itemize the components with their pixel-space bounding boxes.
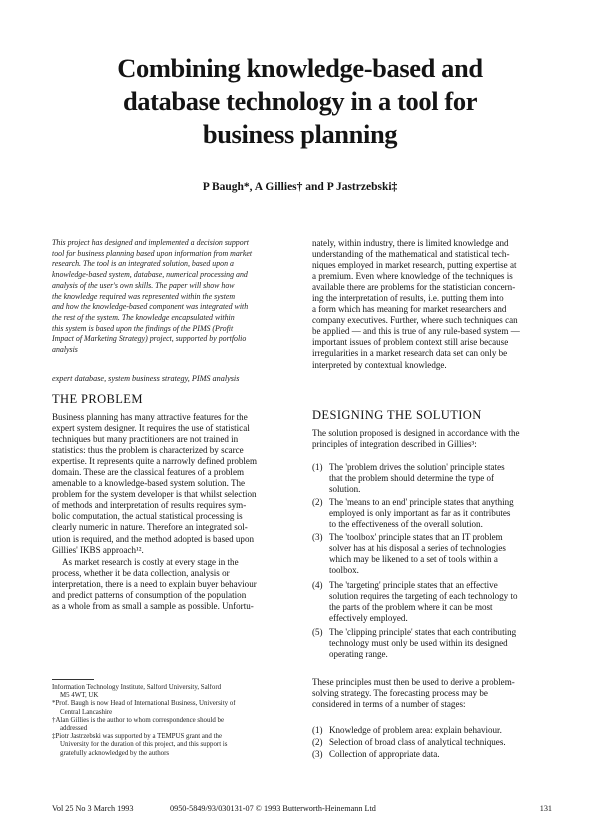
list-line: to the effectiveness of the overall solution. (329, 519, 483, 530)
principle-item-4 (312, 580, 552, 625)
body-line: Gillies' IKBS approach¹². (52, 544, 144, 555)
list-line: solution requires the targeting of each technology to (329, 591, 518, 602)
footnote-line: University for the duration of this project, and this support is (60, 741, 228, 749)
list-number: (3) (312, 749, 323, 759)
body-line: bolic computation, the actual statistical processing is (52, 511, 243, 522)
footnote-line: †Alan Gillies is the author to whom correspondence should be (52, 716, 225, 724)
journal-issue: Vol 25 No 3 March 1993 (52, 804, 134, 813)
problem-paragraph-2 (52, 557, 298, 612)
principle-item-3 (312, 532, 552, 577)
list-line: The 'targeting' principle states that an effective (329, 580, 498, 590)
section-heading-problem: THE PROBLEM (52, 392, 143, 406)
body-line: ing the interpretation of results, i.e. putting them into (312, 293, 504, 304)
body-line: expertise. It represents quite a narrowly defined problem (52, 456, 257, 467)
body-line: amenable to a knowledge-based system solution. The (52, 478, 246, 489)
principle-item-1 (312, 462, 552, 496)
continuation-paragraph (312, 238, 554, 371)
list-number: (1) (312, 725, 323, 735)
body-line: domain. These are the classical features of a problem (52, 467, 244, 478)
body-line: process, whether it be data collection, analysis or (52, 568, 230, 579)
footnote-line: M5 4WT, UK (60, 692, 99, 700)
abstract-line: research. The tool is an integrated solution, based upon a (52, 259, 234, 269)
body-line: techniques but many practitioners are not trained in (52, 434, 239, 445)
list-number: (2) (312, 497, 323, 507)
body-line: ution is required, and the method adopted is based upon (52, 533, 255, 544)
body-line: nately, within industry, there is limited knowledge and (312, 238, 509, 248)
footnote-line: Central Lancashire (60, 708, 113, 716)
footnote-line: Information Technology Institute, Salford University, Salford (52, 684, 222, 691)
title-line: Combining knowledge-based and (117, 53, 483, 83)
body-line: interpretation, there is a need to explain buyer behaviour (52, 579, 257, 590)
list-number: (4) (312, 580, 323, 590)
body-line: and predict patterns of consumption of the population (52, 590, 247, 601)
stage-item-1 (312, 725, 552, 737)
title-line: business planning (202, 119, 398, 149)
problem-paragraph-1 (52, 412, 298, 556)
section-heading-solution: DESIGNING THE SOLUTION (312, 408, 482, 422)
list-line: The 'toolbox' principle states that an IT problem (329, 532, 503, 542)
body-line: principles of integration described in Gillies³: (312, 439, 477, 450)
stage-item-2 (312, 737, 552, 749)
solution-intro (312, 428, 554, 450)
list-number: (1) (312, 462, 323, 472)
list-line: Selection of broad class of analytical techniques. (329, 737, 506, 747)
body-line: available there are problems for the statistician concern- (312, 282, 516, 293)
article-title (60, 52, 540, 151)
list-line: that the problem should determine the type of (329, 473, 495, 484)
abstract (52, 238, 296, 356)
body-line: be applied — and this is true of any rule-based system — (312, 326, 520, 337)
list-line: employed is only important as far as it contributes (329, 508, 511, 519)
list-line: The 'problem drives the solution' principle states (329, 462, 505, 472)
list-number: (5) (312, 627, 323, 637)
title-line: database technology in a tool for (122, 86, 478, 116)
footnote-line: ‡Piotr Jastrzebski was supported by a TEMPUS grant and the (52, 733, 223, 741)
abstract-line: analysis of the user's own skills. The paper will show how (52, 280, 235, 290)
body-line: solving strategy. The forecasting process may be (312, 688, 488, 699)
list-line: toolbox. (329, 565, 359, 576)
abstract-line: the knowledge required was represented within the system (52, 291, 236, 301)
list-line: effectively employed. (329, 613, 408, 624)
body-line: Business planning has many attractive features for the (52, 412, 248, 422)
body-line: important issues of problem context still arise because (312, 337, 509, 348)
affiliation-footnotes (52, 684, 302, 758)
principle-item-2 (312, 497, 552, 531)
list-line: solver has at his disposal a series of technologies (329, 543, 506, 554)
footnote-rule (52, 679, 94, 680)
footnote-line: *Prof. Baugh is now Head of International Business, University of (52, 700, 236, 708)
list-line: technology must only be used within its designed (329, 638, 508, 649)
list-line: the parts of the problem where it can be most (329, 602, 493, 613)
body-line: a form which has meaning for market researchers and (312, 304, 507, 315)
body-line: As market research is costly at every stage in the (62, 557, 239, 567)
strategy-paragraph (312, 677, 554, 710)
abstract-line: this system is based upon the findings of the PIMS (Profit (52, 323, 234, 333)
list-line: The 'clipping principle' states that each contributing (329, 627, 517, 637)
body-line: understanding of the mathematical and statistical tech- (312, 249, 510, 260)
body-line: irregularities in a market research data set can only be (312, 348, 508, 359)
footnote-line: gratefully acknowledged by the authors (60, 749, 170, 757)
principle-item-5 (312, 627, 552, 661)
body-line: statistics: thus the problem is characterized by scarce (52, 445, 244, 456)
body-line: The solution proposed is designed in accordance with the (312, 428, 520, 438)
body-line: as a whole from as small a sample as possible. Unfortu- (52, 601, 254, 612)
abstract-line: This project has designed and implemented a decision support (52, 238, 249, 247)
keywords: expert database, system business strategy, PIMS analysis (52, 374, 240, 383)
body-line: interpreted by contextual knowledge. (312, 359, 447, 370)
list-line: Collection of appropriate data. (329, 749, 440, 759)
list-number: (2) (312, 737, 323, 747)
list-line: The 'means to an end' principle states that anything (329, 497, 514, 507)
body-line: expert system designer. It requires the use of statistical (52, 423, 250, 434)
body-line: These principles must then be used to derive a problem- (312, 677, 515, 687)
body-line: considered in terms of a number of stages: (312, 699, 466, 710)
list-number: (3) (312, 532, 323, 542)
body-line: company executives. Further, where such techniques can (312, 315, 518, 326)
page-footer (52, 804, 552, 818)
body-line: of methods and interpretation of results requires sym- (52, 500, 247, 511)
author-line: P Baugh*, A Gillies† and P Jastrzebski‡ (202, 181, 398, 193)
abstract-line: the rest of the system. The knowledge encapsulated within (52, 312, 235, 322)
article-code: 0950-5849/93/030131-07 © 1993 Butterworth-Heinemann Ltd (170, 804, 376, 813)
abstract-line: analysis (52, 345, 78, 355)
body-line: clearly numeric in nature. Therefore an integrated sol- (52, 522, 248, 533)
list-line: operating range. (329, 649, 388, 660)
body-line: a premium. Even where knowledge of the techniques is (312, 271, 513, 282)
body-line: problem for the system developer is that whilst selection (52, 489, 257, 500)
abstract-line: knowledge-based system, database, numerical processing and (52, 270, 248, 280)
list-line: solution. (329, 484, 361, 495)
body-line: niques employed in market research, putting expertise at (312, 260, 517, 271)
footnote-line: addressed (60, 725, 88, 733)
abstract-line: tool for business planning based upon information from market (52, 248, 253, 258)
list-line: which may be likened to a set of tools within a (329, 554, 498, 565)
stage-item-3 (312, 749, 552, 761)
page-number: 131 (539, 804, 552, 813)
abstract-line: and how the knowledge-based component was integrated with (52, 302, 249, 312)
list-line: Knowledge of problem area: explain behaviour. (329, 725, 502, 735)
abstract-line: Impact of Marketing Strategy) project, supported by portfolio (52, 334, 247, 344)
